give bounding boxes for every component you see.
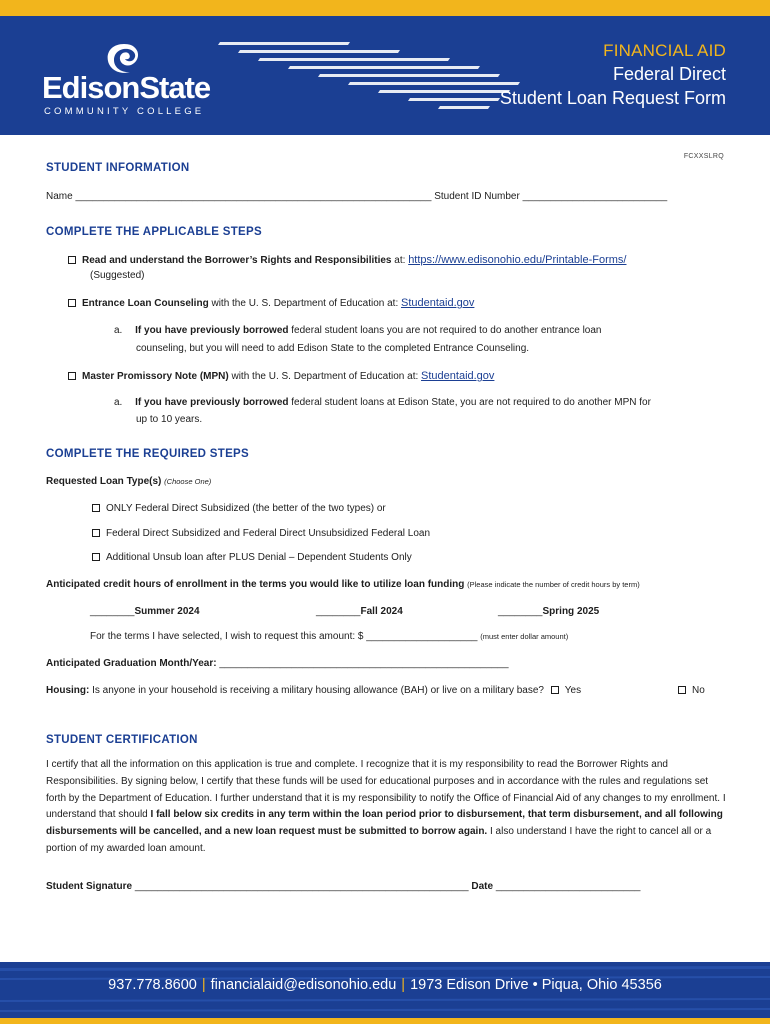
form-title-line2: Student Loan Request Form: [499, 88, 726, 108]
loan-option-sub-unsub[interactable]: [92, 527, 430, 541]
amount-dollar-sign: $: [357, 631, 364, 642]
step-borrower-rights: [68, 253, 626, 268]
required-steps-heading: COMPLETE THE REQUIRED STEPS: [46, 448, 249, 460]
housing-no-label: No: [692, 685, 705, 696]
step2-title: Entrance Loan Counseling: [82, 298, 209, 309]
credit-hours-label: Anticipated credit hours of enrollment in the terms you would like to utilize loan funding: [46, 579, 465, 590]
summer-term-label: Summer 2024: [134, 606, 200, 617]
certification-text2: I also understand I have the right to cancel all or a portion of my awarded loan amount.: [46, 826, 712, 854]
certification-text1: I certify that all the information on this application is true and complete. I recognize that it is my responsibility to read the Borrower Rights and Responsibilities. By signing below, I certify that these funds will be used for educational purposes and in accordance with the rules and regulations set forth by the Department of Education. I further understand that it is my responsibility to notify the Office of Financial Aid of any changes to my enrollment. I understand that should: [46, 759, 726, 821]
footer-contact: 937.778.8600 | financialaid@edisonohio.edu | 1973 Edison Drive • Piqua, Ohio 45356: [108, 977, 662, 993]
form-title-line1: Federal Direct: [612, 64, 726, 84]
step3a-text1: federal student loans at Edison State, you are not required to do another MPN for: [288, 397, 651, 408]
edison-state-logo: [40, 42, 240, 122]
date-field[interactable]: __________________________: [495, 881, 641, 892]
step2a-letter: a.: [114, 325, 123, 336]
student-info-row: [46, 190, 667, 204]
step-master-promissory-note: [68, 369, 494, 384]
housing-label: Housing:: [46, 685, 90, 696]
step2a-row: [114, 324, 602, 338]
loan-option-additional-unsub[interactable]: [92, 551, 412, 565]
certification-heading: STUDENT CERTIFICATION: [46, 734, 198, 746]
step-entrance-counseling: [68, 296, 474, 311]
housing-row: [46, 684, 581, 698]
footer-address: 1973 Edison Drive • Piqua, Ohio 45356: [410, 977, 662, 993]
step2-text: with the U. S. Department of Education at:: [208, 298, 402, 309]
logo-name: EdisonState: [42, 70, 211, 105]
entrance-counseling-checkbox[interactable]: [68, 299, 76, 307]
option1-checkbox[interactable]: [92, 504, 100, 512]
amount-note: (must enter dollar amount): [480, 632, 569, 641]
amount-field[interactable]: ____________________: [366, 631, 478, 642]
logo-subtitle: COMMUNITY COLLEGE: [44, 106, 205, 117]
step1-at: at:: [391, 255, 409, 266]
step3a-row: [114, 396, 651, 410]
amount-label: For the terms I have selected, I wish to request this amount:: [90, 631, 356, 642]
header-speed-lines: [200, 40, 530, 120]
step3-title: Master Promissory Note (MPN): [82, 371, 229, 382]
step2a-bold: If you have previously borrowed: [135, 325, 289, 336]
summer-credits-field[interactable]: ________: [90, 606, 135, 617]
step1-title: Read and understand the Borrower’s Rights and Responsibilities: [82, 255, 392, 266]
step2a-text1: federal student loans you are not required to do another entrance loan: [288, 325, 602, 336]
footer-phone[interactable]: 937.778.8600: [108, 977, 197, 993]
certification-paragraph: [46, 757, 726, 858]
credit-hours-note: (Please indicate the number of credit hours by term): [467, 580, 640, 589]
graduation-field[interactable]: ____________________________________________________: [219, 658, 509, 669]
signature-label: Student Signature: [46, 881, 133, 892]
student-information-heading: STUDENT INFORMATION: [46, 162, 190, 174]
name-label: Name: [46, 191, 73, 202]
housing-no-checkbox[interactable]: [678, 686, 686, 694]
footer-email[interactable]: financialaid@edisonohio.edu: [210, 977, 397, 993]
fall-credits-field[interactable]: ________: [316, 606, 361, 617]
mpn-checkbox[interactable]: [68, 372, 76, 380]
borrower-rights-checkbox[interactable]: [68, 256, 76, 264]
graduation-label: Anticipated Graduation Month/Year:: [46, 658, 217, 669]
fall-term-label: Fall 2024: [360, 606, 403, 617]
student-id-field[interactable]: __________________________: [522, 191, 668, 202]
term-spring: [498, 605, 599, 619]
housing-question: Is anyone in your household is receiving a military housing allowance (BAH) or live on a military base?: [89, 685, 544, 696]
certification-bold-text: I fall below six credits in any term within the loan period prior to disbursement, that term disbursement, and all following disbursements will be cancelled, and a new loan request must be submitted to borrow again.: [46, 809, 723, 838]
loan-type-label: Requested Loan Type(s): [46, 476, 162, 487]
student-id-label: Student ID Number: [434, 191, 520, 202]
footer-gold-strip: [0, 1018, 770, 1024]
option1-label: ONLY Federal Direct Subsidized (the better of the two types) or: [106, 503, 386, 514]
option3-label: Additional Unsub loan after PLUS Denial – Dependent Students Only: [106, 552, 412, 563]
term-fall: [316, 605, 403, 619]
applicable-steps-heading: COMPLETE THE APPLICABLE STEPS: [46, 226, 262, 238]
studentaid-link-counseling[interactable]: Studentaid.gov: [401, 297, 475, 309]
loan-option-subsidized[interactable]: [92, 502, 386, 516]
name-field[interactable]: ________________________________________________________________: [75, 191, 432, 202]
housing-no-option: [678, 684, 705, 698]
signature-row: [46, 880, 640, 894]
graduation-row: [46, 657, 509, 671]
studentaid-link-mpn[interactable]: Studentaid.gov: [421, 370, 495, 382]
spring-term-label: Spring 2025: [542, 606, 600, 617]
option3-checkbox[interactable]: [92, 553, 100, 561]
form-code: FCXXSLRQ: [683, 153, 724, 160]
step3a-letter: a.: [114, 397, 123, 408]
header-title-block: [500, 40, 726, 110]
credit-hours-row: [46, 578, 640, 592]
step3a-bold: If you have previously borrowed: [135, 397, 289, 408]
term-summer: [90, 605, 200, 619]
option2-checkbox[interactable]: [92, 529, 100, 537]
department-label: FINANCIAL AID: [603, 41, 726, 60]
option2-label: Federal Direct Subsidized and Federal Direct Unsubsidized Federal Loan: [106, 528, 431, 539]
step3a-text2: up to 10 years.: [136, 414, 203, 425]
spring-credits-field[interactable]: ________: [498, 606, 543, 617]
header-banner: [0, 0, 770, 135]
date-label: Date: [471, 881, 494, 892]
step3-text: with the U. S. Department of Education at:: [228, 371, 422, 382]
step1-suggested-note: (Suggested): [90, 270, 145, 281]
loan-type-row: [46, 475, 211, 489]
step2a-text2: counseling, but you will need to add Edison State to the completed Entrance Counseling.: [136, 343, 530, 354]
housing-yes-label: Yes: [564, 685, 582, 696]
printable-forms-link[interactable]: https://www.edisonohio.edu/Printable-Forms/: [408, 254, 627, 266]
footer-banner: [0, 962, 770, 1024]
signature-field[interactable]: ____________________________________________________________: [134, 881, 469, 892]
amount-row: [90, 630, 568, 644]
header-gold-strip: [0, 0, 770, 16]
housing-yes-checkbox[interactable]: [551, 686, 559, 694]
loan-type-note: (Choose One): [164, 477, 212, 486]
